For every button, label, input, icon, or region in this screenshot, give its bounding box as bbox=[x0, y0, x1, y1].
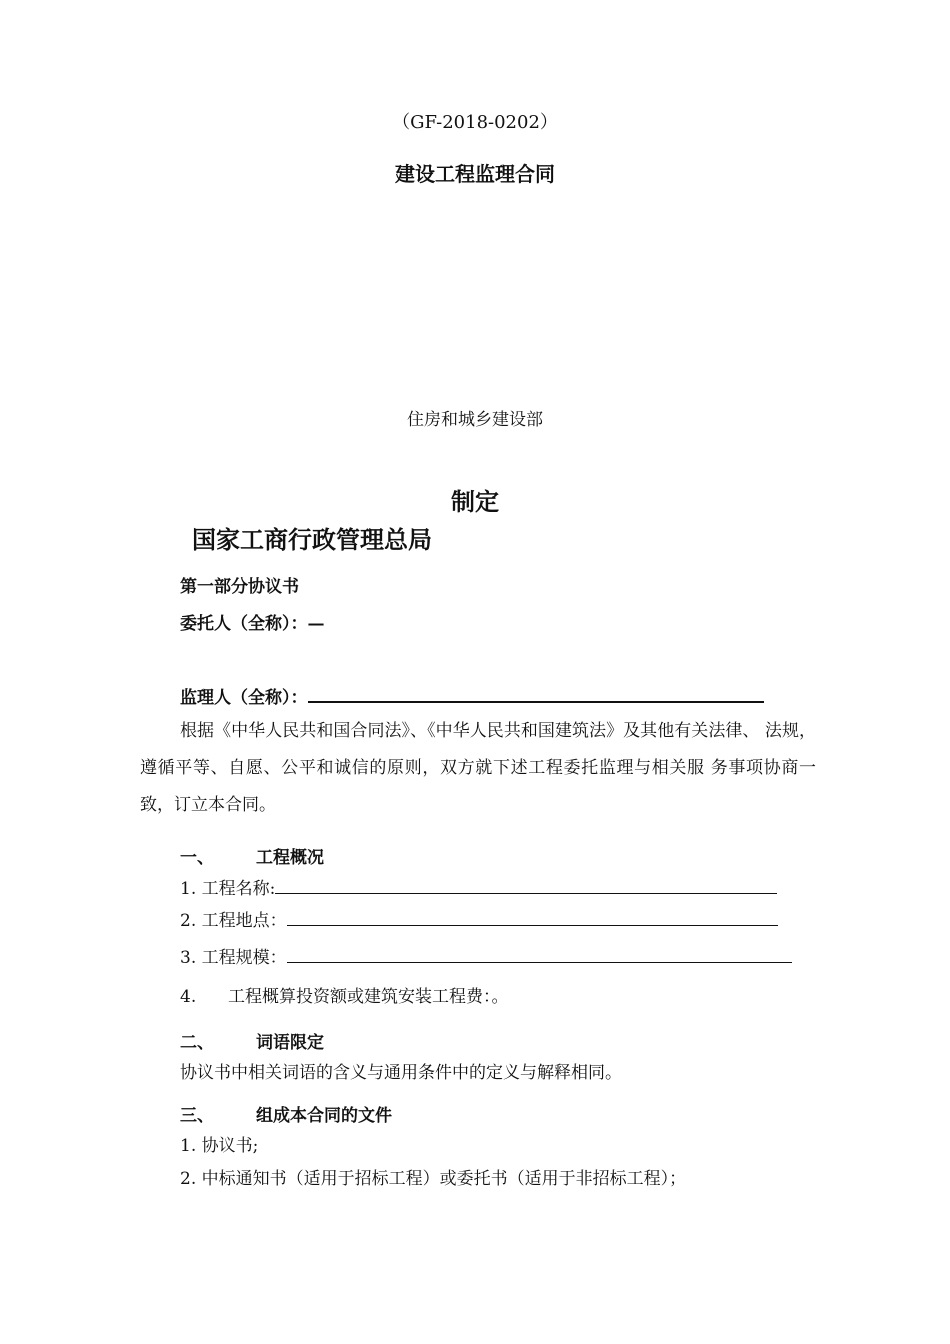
project-location-label: 2. 工程地点： bbox=[180, 911, 287, 931]
section-1-num: 一、 bbox=[180, 848, 214, 868]
section-3-heading bbox=[180, 1101, 392, 1126]
client-line bbox=[180, 609, 325, 634]
project-investment-num: 4. bbox=[180, 987, 197, 1007]
supervisor-line bbox=[180, 683, 764, 708]
project-name-blank bbox=[275, 875, 777, 894]
preamble-paragraph: 根据《中华人民共和国合同法》、《中华人民共和国建筑法》及其他有关法律、 法规，遵循平等、自愿、公平和诚信的原则，双方就下述工程委托监理与相关服 务事项协商一致，订立本合同。 bbox=[140, 721, 816, 815]
project-scale-label: 3. 工程规模： bbox=[180, 948, 287, 968]
issuer-ministry: 住房和城乡建设部 bbox=[407, 410, 543, 430]
part-one-heading: 第一部分协议书 bbox=[180, 577, 299, 597]
project-location-line bbox=[180, 906, 778, 931]
section-2-num: 二、 bbox=[180, 1033, 214, 1053]
client-value: — bbox=[307, 614, 325, 634]
section-2-heading bbox=[180, 1028, 324, 1053]
document-item-2: 2. 中标通知书（适用于招标工程）或委托书（适用于非招标工程）； bbox=[180, 1169, 687, 1189]
document-item-1: 1. 协议书; bbox=[180, 1136, 259, 1156]
section-3-title: 组成本合同的文件 bbox=[256, 1106, 392, 1126]
section-1-title: 工程概况 bbox=[256, 848, 324, 868]
section-2-title: 词语限定 bbox=[256, 1033, 324, 1053]
project-name-label: 1. 工程名称: bbox=[180, 879, 276, 899]
section-3-num: 三、 bbox=[180, 1106, 214, 1126]
project-investment-label: 工程概算投资额或建筑安装工程费：。 bbox=[228, 987, 509, 1007]
contract-title: 建设工程监理合同 bbox=[395, 162, 555, 186]
project-investment-line bbox=[180, 982, 509, 1007]
project-name-line bbox=[180, 874, 777, 899]
project-location-blank bbox=[287, 907, 778, 926]
contract-code: （GF-2018-0202） bbox=[392, 112, 558, 133]
issuer-bureau: 国家工商行政管理总局 bbox=[192, 525, 432, 554]
formulate-label: 制定 bbox=[451, 487, 499, 516]
project-scale-line bbox=[180, 943, 792, 968]
supervisor-blank bbox=[308, 683, 764, 703]
section-2-text: 协议书中相关词语的含义与通用条件中的定义与解释相同。 bbox=[180, 1063, 622, 1083]
supervisor-label: 监理人（全称）： bbox=[180, 688, 308, 708]
client-label: 委托人（全称）： bbox=[180, 614, 308, 634]
project-scale-blank bbox=[287, 944, 792, 963]
section-1-heading bbox=[180, 843, 324, 868]
